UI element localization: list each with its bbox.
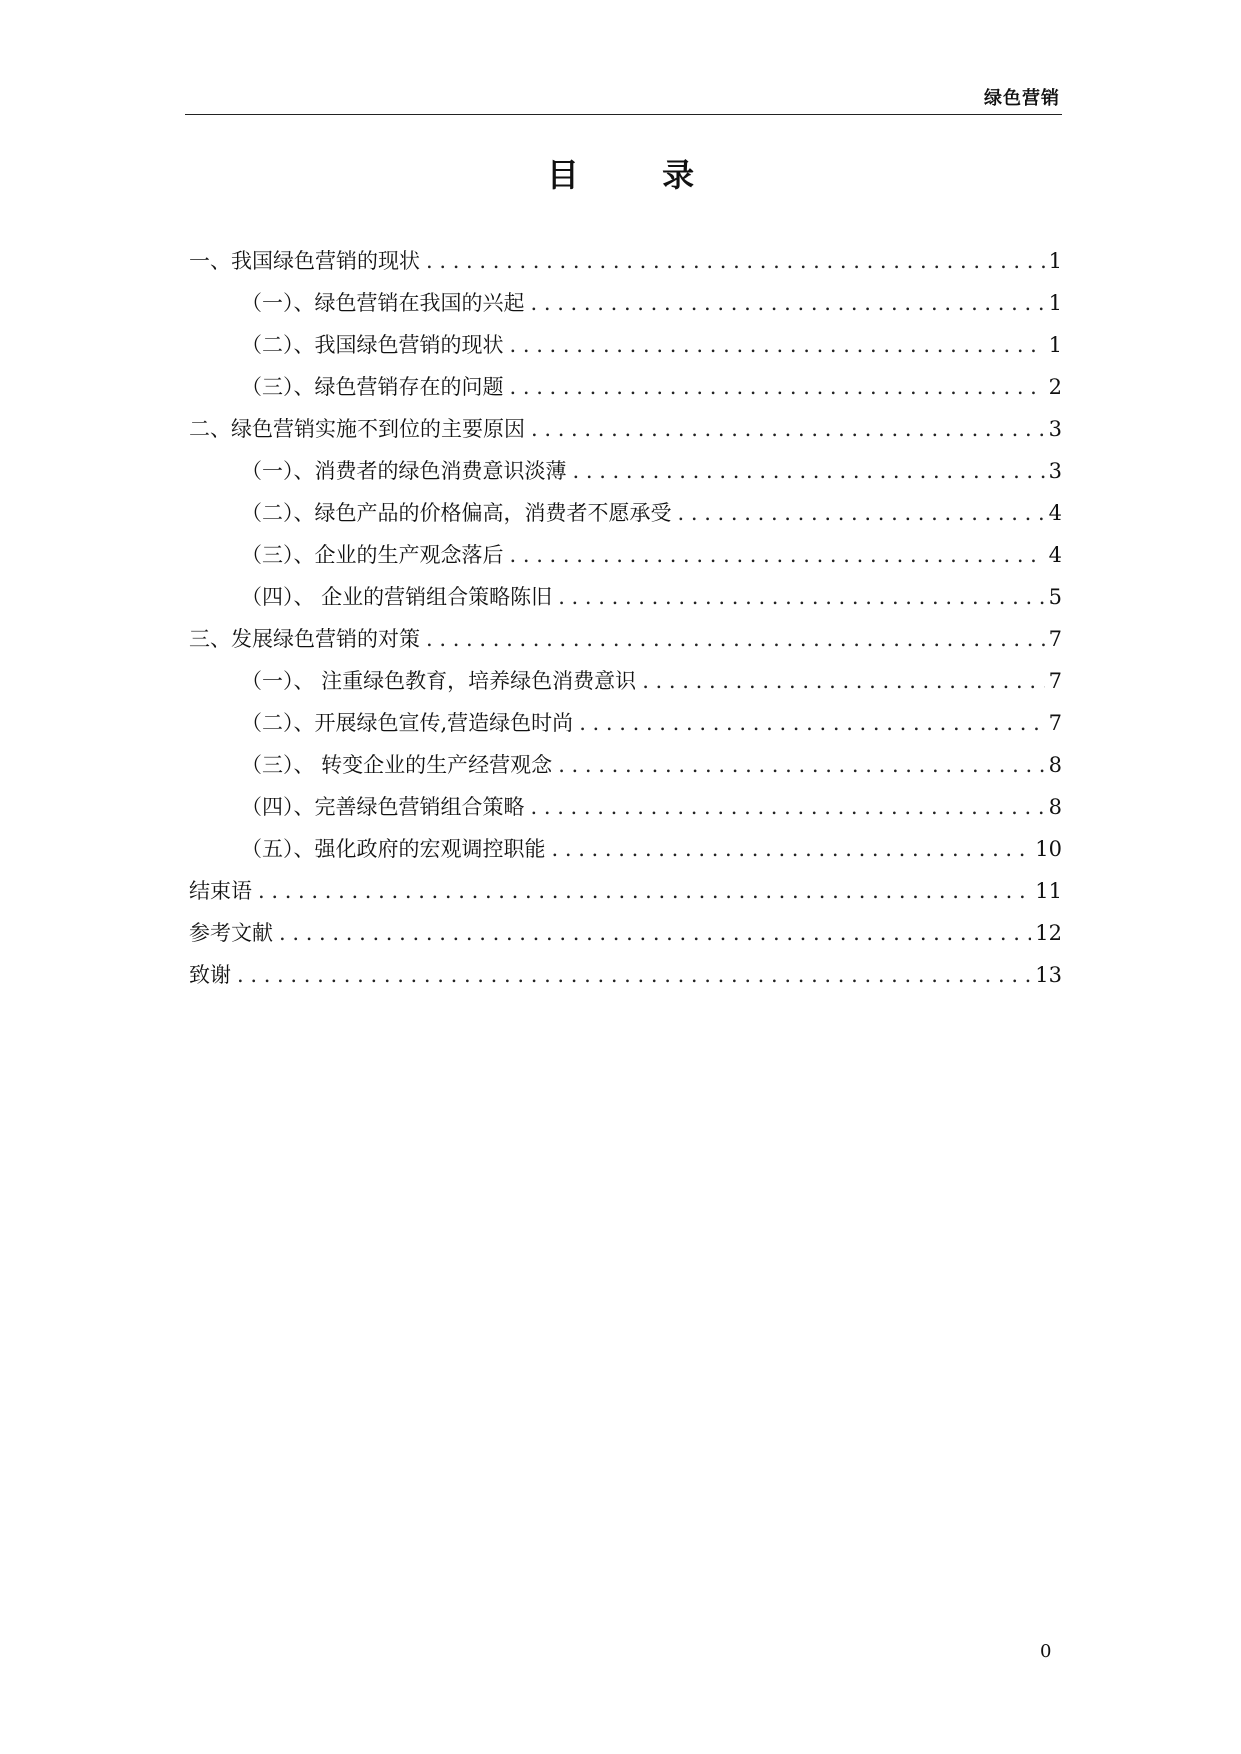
toc-entry-text: 致谢 xyxy=(189,963,231,987)
toc-entry-text: （三）、企业的生产观念落后 xyxy=(241,543,504,567)
toc-leader-dots xyxy=(531,786,1045,828)
toc-entry-page: 10 xyxy=(1035,837,1062,861)
toc-entry[interactable] xyxy=(189,282,1062,324)
toc-entry-page: 4 xyxy=(1048,543,1062,567)
toc-leader-dots xyxy=(579,702,1044,744)
toc-entry-text: （三）、 转变企业的生产经营观念 xyxy=(241,753,553,777)
toc-leader-dots xyxy=(531,408,1045,450)
toc-leader-dots xyxy=(279,912,1031,954)
toc-entry[interactable] xyxy=(189,744,1062,786)
toc-entry-text: 二、绿色营销实施不到位的主要原因 xyxy=(189,417,525,441)
toc-entry-page: 3 xyxy=(1048,459,1062,483)
toc-entry-page: 2 xyxy=(1048,375,1062,399)
toc-entry-text: 一、我国绿色营销的现状 xyxy=(189,249,420,273)
toc-entry-text: （二）、绿色产品的价格偏高，消费者不愿承受 xyxy=(241,501,672,525)
toc-leader-dots xyxy=(237,954,1031,996)
toc-entry[interactable] xyxy=(189,534,1062,576)
toc-entry[interactable] xyxy=(189,912,1062,954)
toc-entry-text: 结束语 xyxy=(189,879,252,903)
toc-leader-dots xyxy=(510,534,1045,576)
toc-entry-page: 8 xyxy=(1048,795,1062,819)
toc-entry-page: 4 xyxy=(1048,501,1062,525)
toc-entry-page: 1 xyxy=(1048,291,1062,315)
toc-leader-dots xyxy=(558,744,1044,786)
toc-entry-text: （一）、绿色营销在我国的兴起 xyxy=(241,291,525,315)
table-of-contents xyxy=(189,240,1062,996)
toc-leader-dots xyxy=(573,450,1045,492)
toc-entry-text: （三）、绿色营销存在的问题 xyxy=(241,375,504,399)
toc-entry[interactable] xyxy=(189,870,1062,912)
toc-entry-page: 8 xyxy=(1048,753,1062,777)
toc-entry[interactable] xyxy=(189,450,1062,492)
toc-entry[interactable] xyxy=(189,492,1062,534)
toc-leader-dots xyxy=(552,828,1032,870)
toc-entry-page: 13 xyxy=(1035,963,1062,987)
toc-entry[interactable] xyxy=(189,954,1062,996)
toc-leader-dots xyxy=(558,576,1044,618)
toc-entry-text: （一）、 注重绿色教育，培养绿色消费意识 xyxy=(241,669,637,693)
toc-entry-text: （二）、我国绿色营销的现状 xyxy=(241,333,504,357)
toc-entry-page: 3 xyxy=(1048,417,1062,441)
page-header xyxy=(185,88,1062,115)
toc-leader-dots xyxy=(678,492,1045,534)
toc-leader-dots xyxy=(258,870,1031,912)
toc-entry-page: 1 xyxy=(1048,333,1062,357)
toc-entry[interactable] xyxy=(189,828,1062,870)
toc-leader-dots xyxy=(510,366,1045,408)
toc-entry-text: （四）、完善绿色营销组合策略 xyxy=(241,795,525,819)
toc-entry[interactable] xyxy=(189,366,1062,408)
toc-entry[interactable] xyxy=(189,702,1062,744)
toc-leader-dots xyxy=(531,282,1045,324)
toc-entry-page: 7 xyxy=(1048,627,1062,651)
toc-leader-dots xyxy=(426,240,1045,282)
toc-entry-page: 12 xyxy=(1035,921,1062,945)
toc-entry-page: 1 xyxy=(1048,249,1062,273)
page-number: 0 xyxy=(1040,1641,1052,1662)
running-title: 绿色营销 xyxy=(984,88,1060,109)
toc-entry[interactable] xyxy=(189,576,1062,618)
toc-entry-text: （一）、消费者的绿色消费意识淡薄 xyxy=(241,459,567,483)
toc-entry-text: （四）、 企业的营销组合策略陈旧 xyxy=(241,585,553,609)
toc-leader-dots xyxy=(642,660,1044,702)
toc-entry[interactable] xyxy=(189,786,1062,828)
toc-entry-page: 7 xyxy=(1048,669,1062,693)
toc-leader-dots xyxy=(426,618,1045,660)
page-title: 目 录 xyxy=(546,156,731,194)
toc-entry-text: （二）、开展绿色宣传,营造绿色时尚 xyxy=(241,711,574,735)
toc-entry-page: 11 xyxy=(1035,879,1062,903)
toc-entry[interactable] xyxy=(189,240,1062,282)
toc-leader-dots xyxy=(510,324,1045,366)
toc-entry-text: （五）、强化政府的宏观调控职能 xyxy=(241,837,546,861)
toc-entry-page: 5 xyxy=(1048,585,1062,609)
toc-entry-page: 7 xyxy=(1048,711,1062,735)
toc-entry[interactable] xyxy=(189,660,1062,702)
toc-entry-text: 三、发展绿色营销的对策 xyxy=(189,627,420,651)
toc-entry[interactable] xyxy=(189,324,1062,366)
toc-entry[interactable] xyxy=(189,408,1062,450)
toc-entry[interactable] xyxy=(189,618,1062,660)
toc-entry-text: 参考文献 xyxy=(189,921,273,945)
